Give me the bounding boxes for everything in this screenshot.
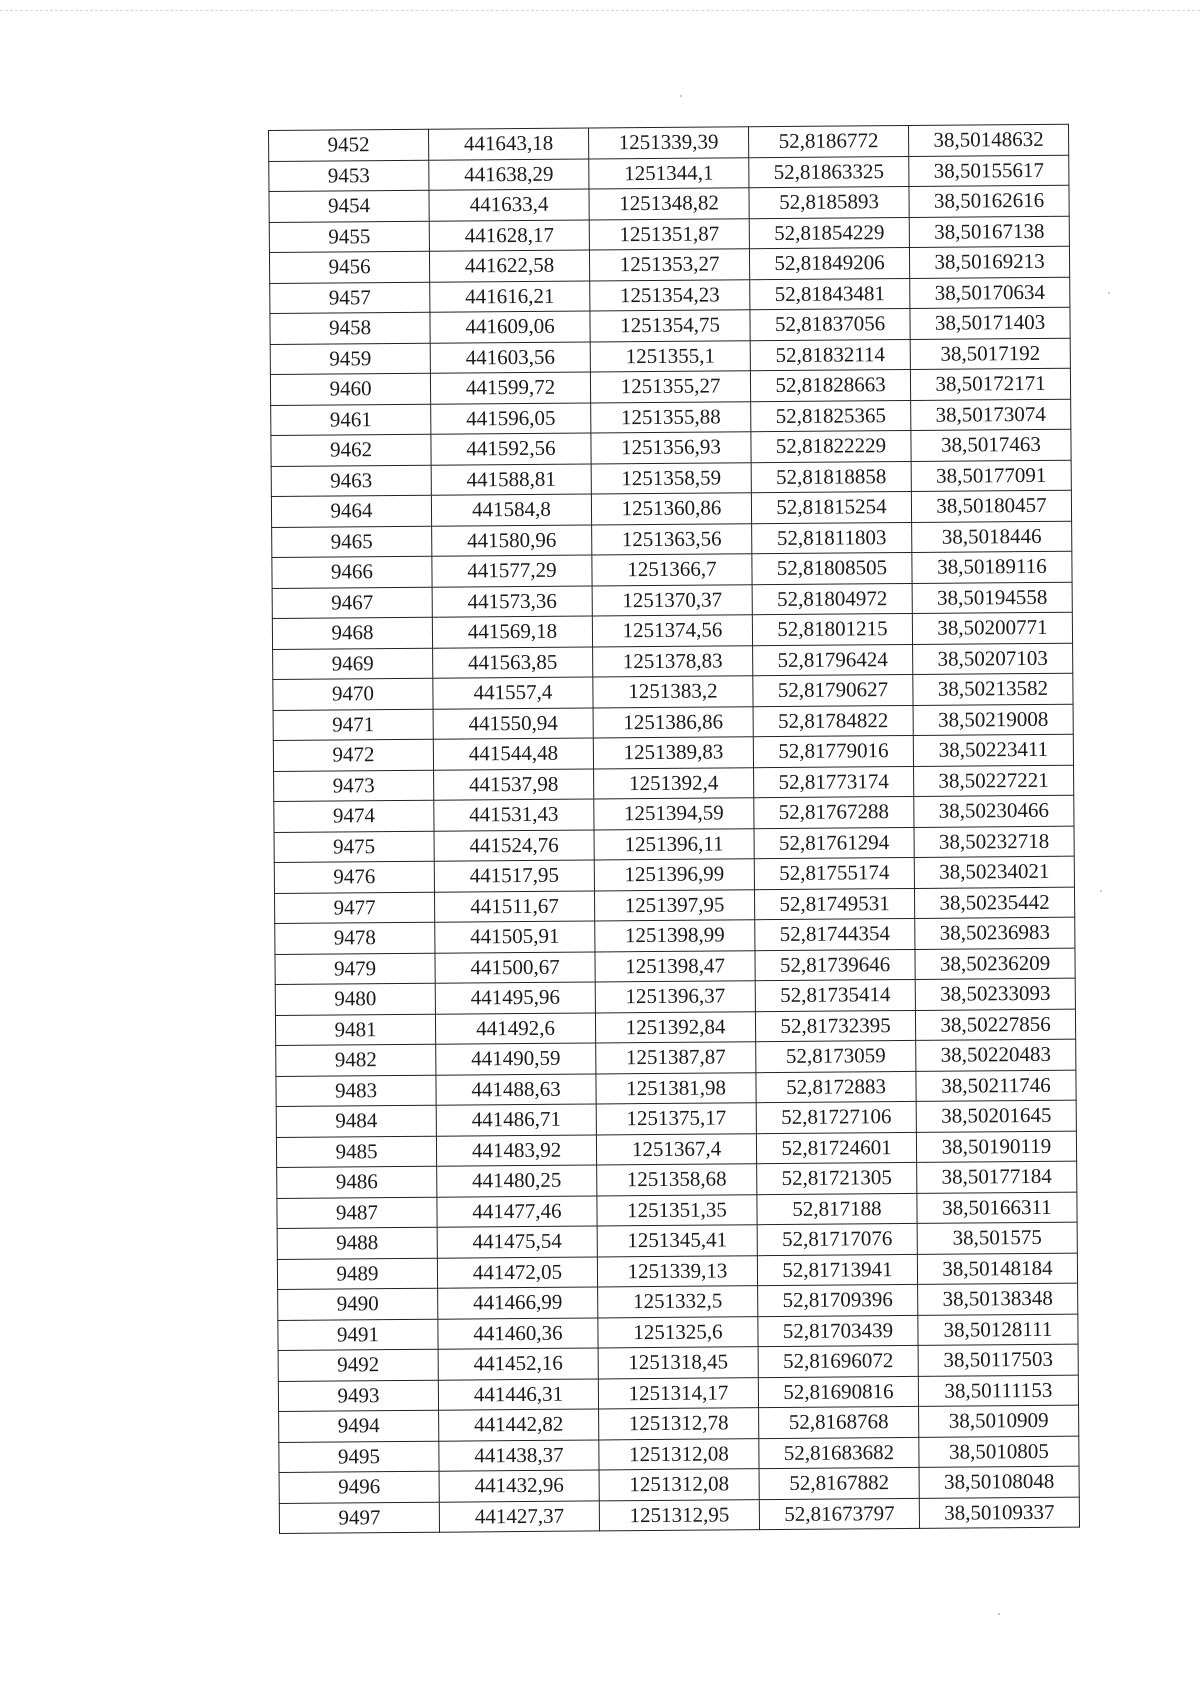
scan-speck — [680, 95, 682, 97]
y-coordinate-cell: 1251367,4 — [596, 1133, 756, 1165]
point-number-cell: 9465 — [272, 526, 432, 558]
y-coordinate-cell: 1251389,83 — [593, 737, 753, 769]
y-coordinate-cell: 1251397,95 — [594, 889, 754, 921]
point-number-cell: 9468 — [272, 617, 432, 649]
point-number-cell: 9484 — [276, 1105, 436, 1137]
longitude-cell: 38,50162616 — [909, 185, 1069, 217]
longitude-cell: 38,50236983 — [915, 917, 1075, 949]
latitude-cell: 52,81761294 — [754, 827, 914, 859]
x-coordinate-cell: 441588,81 — [431, 463, 591, 495]
latitude-cell: 52,81673797 — [759, 1498, 919, 1530]
point-number-cell: 9488 — [277, 1227, 437, 1259]
longitude-cell: 38,50207103 — [913, 643, 1073, 675]
y-coordinate-cell: 1251312,08 — [599, 1469, 759, 1501]
longitude-cell: 38,50190119 — [916, 1131, 1076, 1163]
latitude-cell: 52,8173059 — [756, 1040, 916, 1072]
longitude-cell: 38,50219008 — [913, 704, 1073, 736]
y-coordinate-cell: 1251374,56 — [592, 615, 752, 647]
y-coordinate-cell: 1251396,99 — [594, 859, 754, 891]
latitude-cell: 52,81828663 — [750, 369, 910, 401]
x-coordinate-cell: 441500,67 — [435, 951, 595, 983]
x-coordinate-cell: 441480,25 — [437, 1165, 597, 1197]
longitude-cell: 38,50223411 — [913, 734, 1073, 766]
longitude-cell: 38,50233093 — [915, 978, 1075, 1010]
y-coordinate-cell: 1251312,95 — [599, 1499, 759, 1531]
y-coordinate-cell: 1251339,13 — [597, 1255, 757, 1287]
latitude-cell: 52,81717076 — [757, 1223, 917, 1255]
longitude-cell: 38,50167138 — [909, 216, 1069, 248]
x-coordinate-cell: 441638,29 — [429, 158, 589, 190]
x-coordinate-cell: 441511,67 — [434, 890, 594, 922]
y-coordinate-cell: 1251375,17 — [596, 1103, 756, 1135]
point-number-cell: 9495 — [279, 1441, 439, 1473]
latitude-cell: 52,81779016 — [753, 735, 913, 767]
point-number-cell: 9469 — [273, 648, 433, 680]
latitude-cell: 52,8185893 — [749, 186, 909, 218]
longitude-cell: 38,50227221 — [914, 765, 1074, 797]
x-coordinate-cell: 441544,48 — [433, 738, 593, 770]
x-coordinate-cell: 441569,18 — [432, 616, 592, 648]
x-coordinate-cell: 441633,4 — [429, 189, 589, 221]
point-number-cell: 9456 — [269, 251, 429, 283]
longitude-cell: 38,50177184 — [917, 1161, 1077, 1193]
y-coordinate-cell: 1251318,45 — [598, 1347, 758, 1379]
longitude-cell: 38,50220483 — [916, 1039, 1076, 1071]
latitude-cell: 52,81767288 — [754, 796, 914, 828]
longitude-cell: 38,5017463 — [911, 429, 1071, 461]
y-coordinate-cell: 1251396,37 — [595, 981, 755, 1013]
y-coordinate-cell: 1251358,59 — [591, 462, 751, 494]
longitude-cell: 38,5010805 — [919, 1436, 1079, 1468]
point-number-cell: 9473 — [274, 770, 434, 802]
x-coordinate-cell: 441472,05 — [437, 1256, 597, 1288]
latitude-cell: 52,81739646 — [755, 949, 915, 981]
longitude-cell: 38,50194558 — [912, 582, 1072, 614]
latitude-cell: 52,81854229 — [749, 217, 909, 249]
point-number-cell: 9462 — [271, 434, 431, 466]
y-coordinate-cell: 1251325,6 — [598, 1316, 758, 1348]
longitude-cell: 38,50148632 — [908, 124, 1068, 156]
point-number-cell: 9492 — [278, 1349, 438, 1381]
y-coordinate-cell: 1251332,5 — [598, 1286, 758, 1318]
point-number-cell: 9467 — [272, 587, 432, 619]
scan-speck — [1100, 890, 1102, 892]
latitude-cell: 52,817188 — [757, 1193, 917, 1225]
point-number-cell: 9493 — [278, 1380, 438, 1412]
y-coordinate-cell: 1251351,87 — [589, 218, 749, 250]
latitude-cell: 52,81721305 — [757, 1162, 917, 1194]
x-coordinate-cell: 441477,46 — [437, 1195, 597, 1227]
x-coordinate-cell: 441490,59 — [436, 1043, 596, 1075]
longitude-cell: 38,50189116 — [912, 551, 1072, 583]
point-number-cell: 9475 — [274, 831, 434, 863]
point-number-cell: 9486 — [277, 1166, 437, 1198]
latitude-cell: 52,81822229 — [751, 430, 911, 462]
x-coordinate-cell: 441599,72 — [430, 372, 590, 404]
latitude-cell: 52,81818858 — [751, 461, 911, 493]
point-number-cell: 9455 — [269, 221, 429, 253]
y-coordinate-cell: 1251370,37 — [592, 584, 752, 616]
longitude-cell: 38,501575 — [917, 1222, 1077, 1254]
y-coordinate-cell: 1251398,47 — [595, 950, 755, 982]
longitude-cell: 38,50234021 — [914, 856, 1074, 888]
longitude-cell: 38,50170634 — [910, 277, 1070, 309]
longitude-cell: 38,50148184 — [917, 1253, 1077, 1285]
latitude-cell: 52,8186772 — [748, 125, 908, 157]
x-coordinate-cell: 441505,91 — [435, 921, 595, 953]
point-number-cell: 9480 — [275, 983, 435, 1015]
y-coordinate-cell: 1251360,86 — [591, 493, 751, 525]
y-coordinate-cell: 1251381,98 — [596, 1072, 756, 1104]
x-coordinate-cell: 441573,36 — [432, 585, 592, 617]
y-coordinate-cell: 1251353,27 — [589, 249, 749, 281]
latitude-cell: 52,81713941 — [757, 1254, 917, 1286]
y-coordinate-cell: 1251351,35 — [597, 1194, 757, 1226]
point-number-cell: 9472 — [273, 739, 433, 771]
latitude-cell: 52,81790627 — [753, 674, 913, 706]
longitude-cell: 38,50173074 — [911, 399, 1071, 431]
point-number-cell: 9453 — [269, 160, 429, 192]
latitude-cell: 52,8168768 — [759, 1406, 919, 1438]
x-coordinate-cell: 441537,98 — [434, 768, 594, 800]
point-number-cell: 9452 — [269, 129, 429, 161]
longitude-cell: 38,50169213 — [909, 246, 1069, 278]
longitude-cell: 38,5018446 — [912, 521, 1072, 553]
point-number-cell: 9454 — [269, 190, 429, 222]
x-coordinate-cell: 441517,95 — [434, 860, 594, 892]
y-coordinate-cell: 1251392,84 — [595, 1011, 755, 1043]
point-number-cell: 9489 — [277, 1258, 437, 1290]
x-coordinate-cell: 441577,29 — [432, 555, 592, 587]
y-coordinate-cell: 1251345,41 — [597, 1225, 757, 1257]
x-coordinate-cell: 441550,94 — [433, 707, 593, 739]
y-coordinate-cell: 1251394,59 — [594, 798, 754, 830]
x-coordinate-cell: 441486,71 — [436, 1104, 596, 1136]
x-coordinate-cell: 441622,58 — [429, 250, 589, 282]
longitude-cell: 38,50117503 — [918, 1344, 1078, 1376]
longitude-cell: 38,5017192 — [910, 338, 1070, 370]
latitude-cell: 52,81773174 — [754, 766, 914, 798]
longitude-cell: 38,50227856 — [915, 1009, 1075, 1041]
point-number-cell: 9471 — [273, 709, 433, 741]
point-number-cell: 9470 — [273, 678, 433, 710]
x-coordinate-cell: 441427,37 — [439, 1500, 599, 1532]
latitude-cell: 52,81732395 — [755, 1010, 915, 1042]
latitude-cell: 52,81801215 — [752, 613, 912, 645]
y-coordinate-cell: 1251398,99 — [595, 920, 755, 952]
latitude-cell: 52,81849206 — [749, 247, 909, 279]
y-coordinate-cell: 1251348,82 — [589, 188, 749, 220]
point-number-cell: 9483 — [276, 1075, 436, 1107]
point-number-cell: 9459 — [270, 343, 430, 375]
y-coordinate-cell: 1251366,7 — [592, 554, 752, 586]
longitude-cell: 38,50172171 — [910, 368, 1070, 400]
x-coordinate-cell: 441466,99 — [438, 1287, 598, 1319]
x-coordinate-cell: 441563,85 — [433, 646, 593, 678]
x-coordinate-cell: 441452,16 — [438, 1348, 598, 1380]
point-number-cell: 9491 — [278, 1319, 438, 1351]
longitude-cell: 38,50109337 — [919, 1497, 1079, 1529]
latitude-cell: 52,81696072 — [758, 1345, 918, 1377]
longitude-cell: 38,50236209 — [915, 948, 1075, 980]
latitude-cell: 52,81804972 — [752, 583, 912, 615]
x-coordinate-cell: 441495,96 — [435, 982, 595, 1014]
y-coordinate-cell: 1251355,27 — [590, 371, 750, 403]
latitude-cell: 52,81683682 — [759, 1437, 919, 1469]
y-coordinate-cell: 1251339,39 — [588, 127, 748, 159]
x-coordinate-cell: 441488,63 — [436, 1073, 596, 1105]
longitude-cell: 38,50138348 — [918, 1283, 1078, 1315]
latitude-cell: 52,81837056 — [750, 308, 910, 340]
y-coordinate-cell: 1251344,1 — [589, 157, 749, 189]
point-number-cell: 9496 — [279, 1471, 439, 1503]
x-coordinate-cell: 441531,43 — [434, 799, 594, 831]
longitude-cell: 38,50166311 — [917, 1192, 1077, 1224]
x-coordinate-cell: 441609,06 — [430, 311, 590, 343]
point-number-cell: 9482 — [276, 1044, 436, 1076]
latitude-cell: 52,81796424 — [753, 644, 913, 676]
coordinates-table — [268, 124, 1080, 1534]
scan-speck — [1108, 292, 1110, 294]
latitude-cell: 52,81832114 — [750, 339, 910, 371]
point-number-cell: 9477 — [274, 892, 434, 924]
point-number-cell: 9458 — [270, 312, 430, 344]
point-number-cell: 9457 — [270, 282, 430, 314]
longitude-cell: 38,5010909 — [919, 1405, 1079, 1437]
table-row — [279, 1497, 1079, 1534]
point-number-cell: 9466 — [272, 556, 432, 588]
point-number-cell: 9460 — [270, 373, 430, 405]
y-coordinate-cell: 1251312,08 — [599, 1438, 759, 1470]
latitude-cell: 52,81703439 — [758, 1315, 918, 1347]
point-number-cell: 9478 — [275, 922, 435, 954]
x-coordinate-cell: 441628,17 — [429, 219, 589, 251]
x-coordinate-cell: 441616,21 — [430, 280, 590, 312]
latitude-cell: 52,81755174 — [754, 857, 914, 889]
y-coordinate-cell: 1251355,88 — [591, 401, 751, 433]
latitude-cell: 52,81727106 — [756, 1101, 916, 1133]
y-coordinate-cell: 1251387,87 — [596, 1042, 756, 1074]
y-coordinate-cell: 1251378,83 — [593, 645, 753, 677]
point-number-cell: 9474 — [274, 800, 434, 832]
latitude-cell: 52,8167882 — [759, 1467, 919, 1499]
longitude-cell: 38,50171403 — [910, 307, 1070, 339]
longitude-cell: 38,50230466 — [914, 795, 1074, 827]
point-number-cell: 9494 — [279, 1410, 439, 1442]
longitude-cell: 38,50201645 — [916, 1100, 1076, 1132]
latitude-cell: 52,81863325 — [749, 156, 909, 188]
x-coordinate-cell: 441643,18 — [428, 128, 588, 160]
longitude-cell: 38,50213582 — [913, 673, 1073, 705]
point-number-cell: 9461 — [271, 404, 431, 436]
y-coordinate-cell: 1251356,93 — [591, 432, 751, 464]
x-coordinate-cell: 441596,05 — [431, 402, 591, 434]
latitude-cell: 52,81808505 — [752, 552, 912, 584]
scan-speck — [998, 1613, 1000, 1615]
x-coordinate-cell: 441557,4 — [433, 677, 593, 709]
x-coordinate-cell: 441580,96 — [432, 524, 592, 556]
y-coordinate-cell: 1251354,23 — [590, 279, 750, 311]
scan-edge-line — [0, 10, 1200, 11]
longitude-cell: 38,50128111 — [918, 1314, 1078, 1346]
point-number-cell: 9485 — [276, 1136, 436, 1168]
latitude-cell: 52,81724601 — [756, 1132, 916, 1164]
y-coordinate-cell: 1251355,1 — [590, 340, 750, 372]
x-coordinate-cell: 441432,96 — [439, 1470, 599, 1502]
latitude-cell: 52,81825365 — [751, 400, 911, 432]
latitude-cell: 52,81690816 — [758, 1376, 918, 1408]
y-coordinate-cell: 1251354,75 — [590, 310, 750, 342]
x-coordinate-cell: 441483,92 — [436, 1134, 596, 1166]
coordinates-table-body — [269, 124, 1080, 1533]
longitude-cell: 38,50155617 — [909, 155, 1069, 187]
x-coordinate-cell: 441438,37 — [439, 1439, 599, 1471]
point-number-cell: 9463 — [271, 465, 431, 497]
longitude-cell: 38,50177091 — [911, 460, 1071, 492]
y-coordinate-cell: 1251392,4 — [594, 767, 754, 799]
latitude-cell: 52,81735414 — [755, 979, 915, 1011]
longitude-cell: 38,50200771 — [912, 612, 1072, 644]
y-coordinate-cell: 1251396,11 — [594, 828, 754, 860]
x-coordinate-cell: 441460,36 — [438, 1317, 598, 1349]
point-number-cell: 9479 — [275, 953, 435, 985]
y-coordinate-cell: 1251358,68 — [597, 1164, 757, 1196]
point-number-cell: 9476 — [274, 861, 434, 893]
point-number-cell: 9464 — [271, 495, 431, 527]
y-coordinate-cell: 1251386,86 — [593, 706, 753, 738]
latitude-cell: 52,81815254 — [751, 491, 911, 523]
longitude-cell: 38,50180457 — [911, 490, 1071, 522]
point-number-cell: 9490 — [278, 1288, 438, 1320]
longitude-cell: 38,50232718 — [914, 826, 1074, 858]
point-number-cell: 9487 — [277, 1197, 437, 1229]
y-coordinate-cell: 1251363,56 — [592, 523, 752, 555]
latitude-cell: 52,81784822 — [753, 705, 913, 737]
latitude-cell: 52,81811803 — [752, 522, 912, 554]
y-coordinate-cell: 1251314,17 — [598, 1377, 758, 1409]
y-coordinate-cell: 1251383,2 — [593, 676, 753, 708]
x-coordinate-cell: 441584,8 — [431, 494, 591, 526]
latitude-cell: 52,81749531 — [754, 888, 914, 920]
latitude-cell: 52,81709396 — [758, 1284, 918, 1316]
y-coordinate-cell: 1251312,78 — [599, 1408, 759, 1440]
latitude-cell: 52,81843481 — [750, 278, 910, 310]
x-coordinate-cell: 441603,56 — [430, 341, 590, 373]
longitude-cell: 38,50111153 — [918, 1375, 1078, 1407]
x-coordinate-cell: 441492,6 — [435, 1012, 595, 1044]
x-coordinate-cell: 441475,54 — [437, 1226, 597, 1258]
longitude-cell: 38,50211746 — [916, 1070, 1076, 1102]
x-coordinate-cell: 441446,31 — [438, 1378, 598, 1410]
longitude-cell: 38,50108048 — [919, 1466, 1079, 1498]
latitude-cell: 52,8172883 — [756, 1071, 916, 1103]
x-coordinate-cell: 441592,56 — [431, 433, 591, 465]
latitude-cell: 52,81744354 — [755, 918, 915, 950]
coordinates-sheet — [268, 124, 1079, 1534]
x-coordinate-cell: 441442,82 — [439, 1409, 599, 1441]
point-number-cell: 9497 — [279, 1502, 439, 1534]
longitude-cell: 38,50235442 — [914, 887, 1074, 919]
point-number-cell: 9481 — [275, 1014, 435, 1046]
x-coordinate-cell: 441524,76 — [434, 829, 594, 861]
